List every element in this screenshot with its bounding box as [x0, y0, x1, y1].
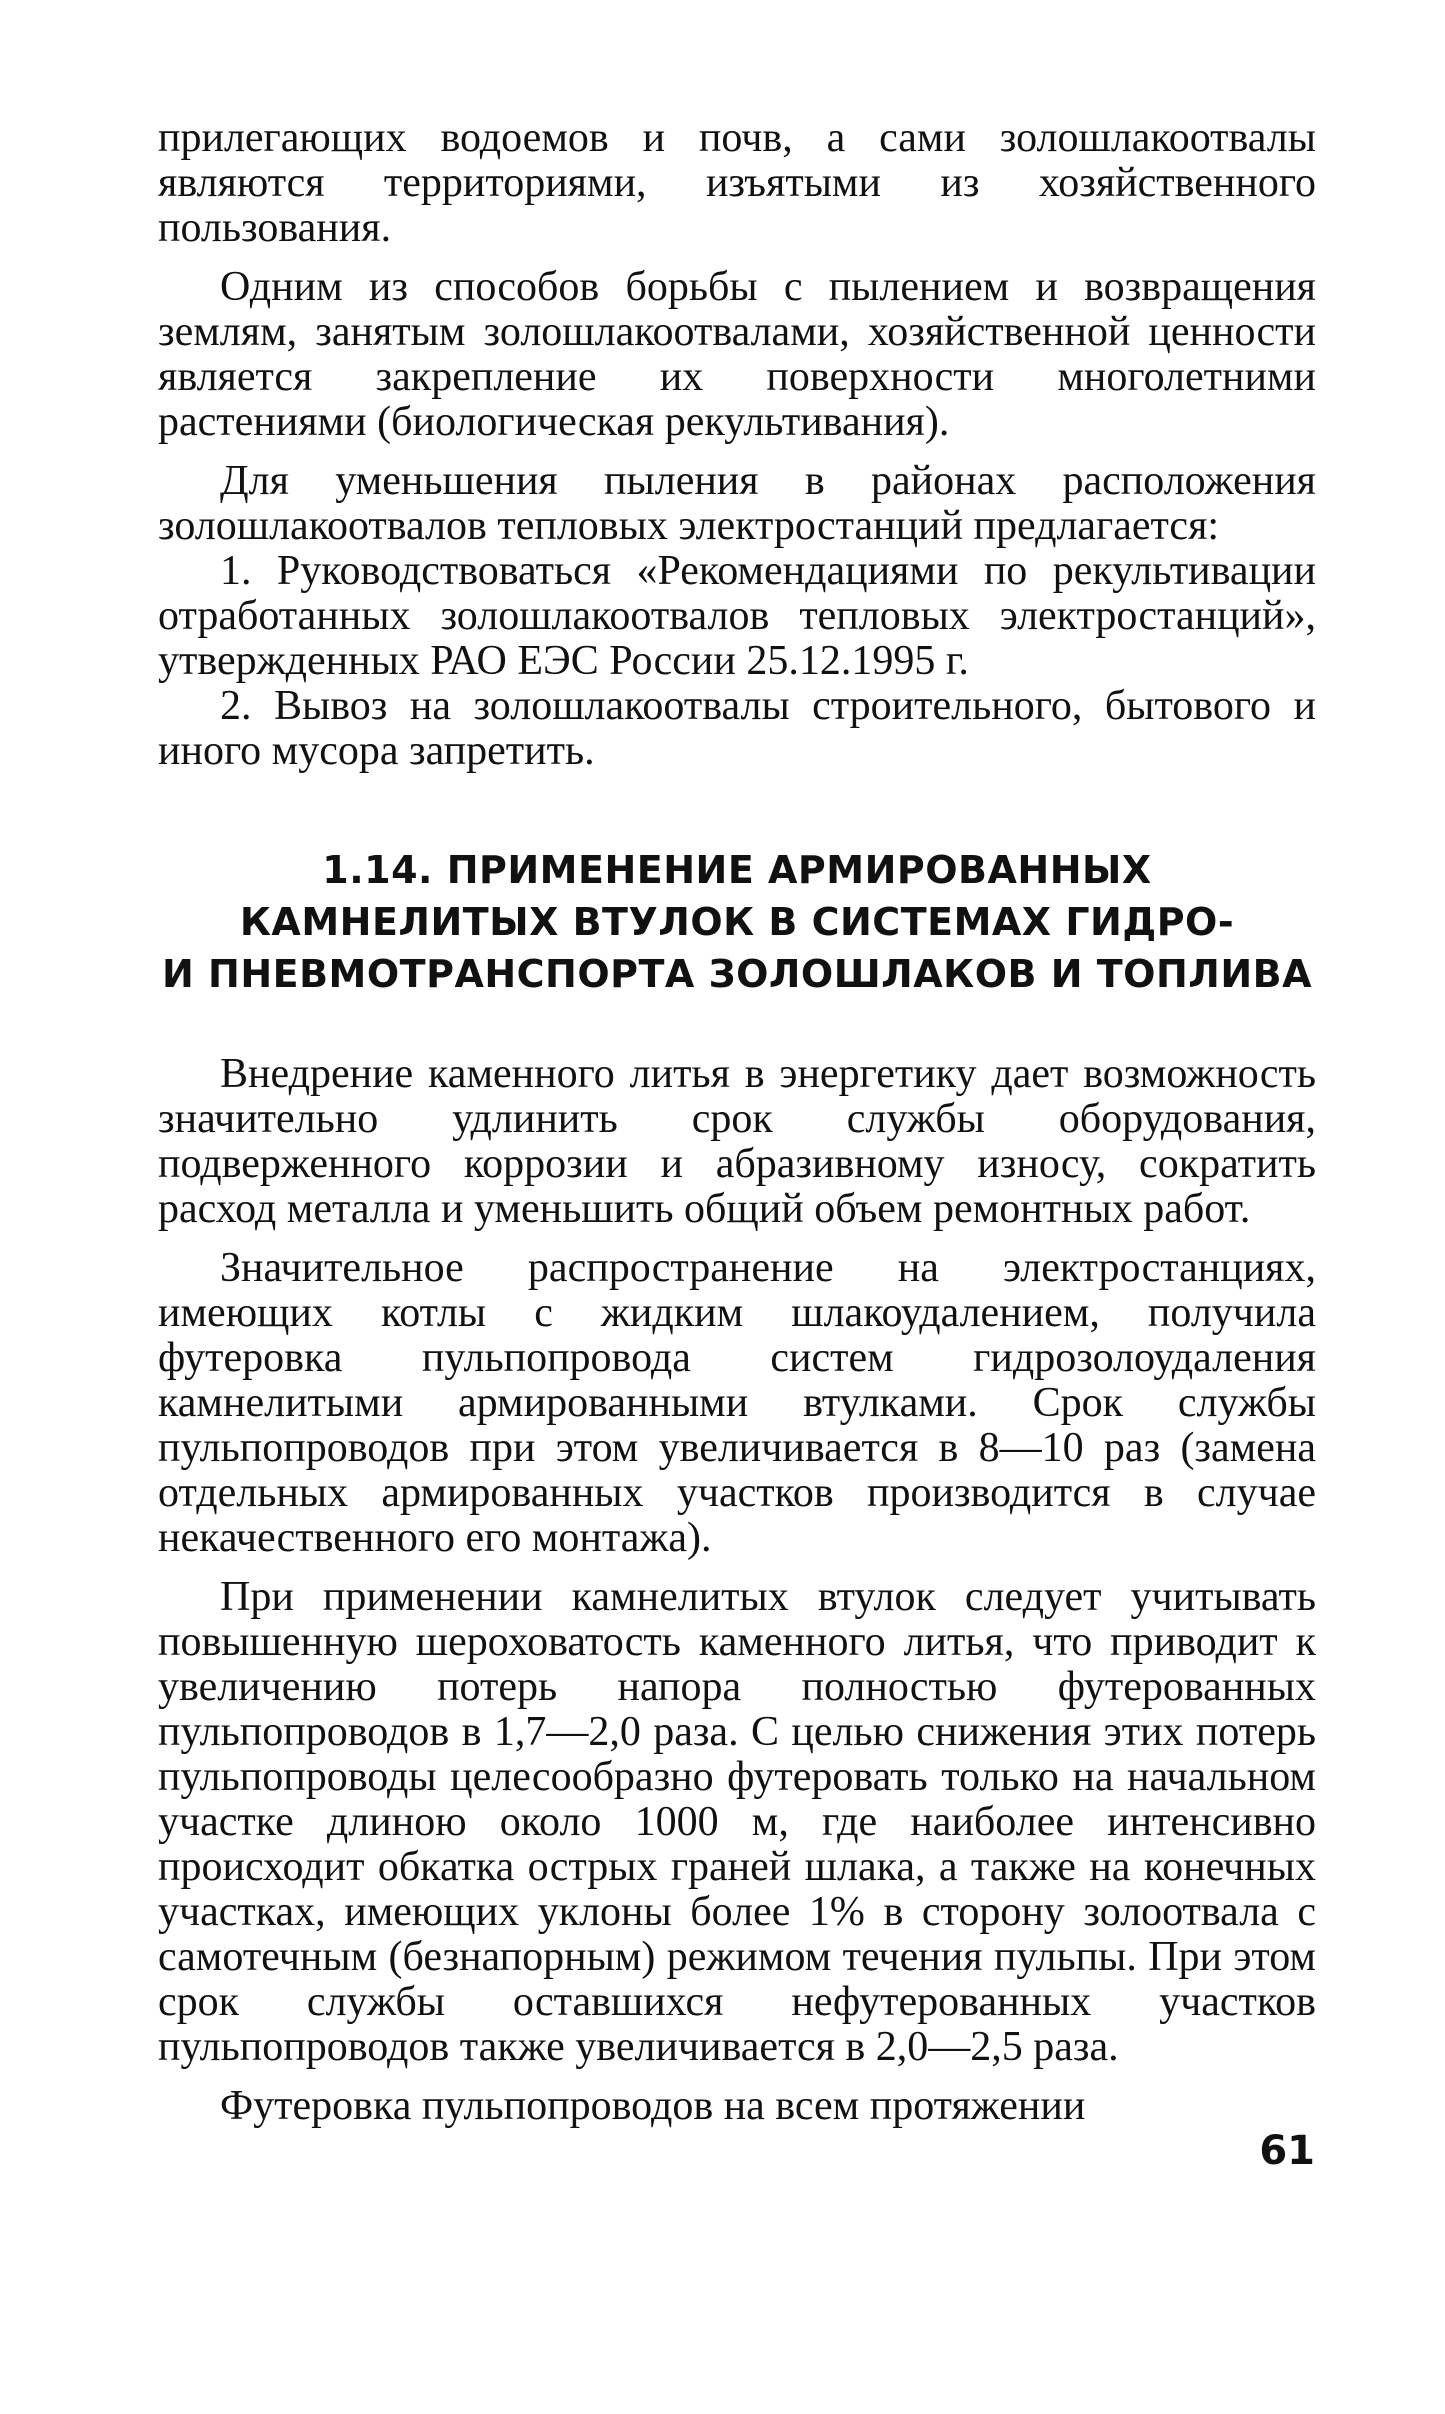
- section-heading-line-3: И ПНЕВМОТРАНСПОРТА ЗОЛОШЛАКОВ И ТОПЛИВА: [162, 952, 1312, 996]
- paragraph-lining-full-length: Футеровка пульпопроводов на всем протяжении: [220, 2083, 1086, 2129]
- paragraph-dust-reduction-intro: Для уменьшения пыления в районах расположения золошлакоотвалов тепловых электростанций предлагается:: [158, 458, 1316, 549]
- paragraph-biological-recultivation: Одним из способов борьбы с пылением и возвращения землям, занятым золошлакоотвалами, хозяйственной ценности является закрепление их поверхности многолетними растениями (биологическая рекультивания).: [158, 264, 1316, 445]
- paragraph-roughness-losses: При применении камнелитых втулок следует учитывать повышенную шероховатость каменного литья, что приводит к увеличению потерь напора полностью футерованных пульпопроводов в 1,7—2,0 раза. С целью снижения этих потерь пульпопроводы целесообразно футеровать только на начальном участке длиною около 1000 м, где наиболее интенсивно происходит обкатка острых граней шлака, а также на конечных участках, имеющих уклоны более 1% в сторону золоотвала с самотечным (безнапорным) режимом течения пульпы. При этом срок службы оставшихся нефутерованных участков пульпопроводов также увеличивается в 2,0—2,5 раза.: [158, 1574, 1316, 2070]
- section-heading-line-1: 1.14. ПРИМЕНЕНИЕ АРМИРОВАННЫХ: [322, 848, 1152, 892]
- paragraph-lining-distribution: Значительное распространение на электростанциях, имеющих котлы с жидким шлакоудалением, получила футеровка пульпопровода систем гидрозолоудаления камнелитыми армированными втулками. Срок службы пульпопроводов при этом увеличивается в 8—10 раз (замена отдельных армированных участков производится в случае некачественного его монтажа).: [158, 1245, 1316, 1561]
- paragraph-stone-casting-intro: Внедрение каменного литья в энергетику дает возможность значительно удлинить срок службы оборудования, подверженного коррозии и абразивному износу, сократить расход металла и уменьшить общий объем ремонтных работ.: [158, 1051, 1316, 1232]
- paragraph-continuation: прилегающих водоемов и почв, а сами золошлакоотвалы являются территориями, изъятыми из хозяйственного пользования.: [158, 115, 1316, 251]
- section-heading-line-2: КАМНЕЛИТЫХ ВТУЛОК В СИСТЕМАХ ГИДРО-: [239, 900, 1235, 944]
- page-number: 61: [1259, 2128, 1315, 2174]
- text-column: [158, 116, 1316, 2129]
- list-item-1: 1. Руководствоваться «Рекомендациями по рекультивации отработанных золошлакоотвалов тепловых электростанций», утвержденных РАО ЕЭС России 25.12.1995 г.: [158, 548, 1316, 684]
- list-item-2: 2. Вывоз на золошлакоотвалы строительного, бытового и иного мусора запретить.: [158, 683, 1316, 774]
- section-heading: [158, 844, 1316, 1000]
